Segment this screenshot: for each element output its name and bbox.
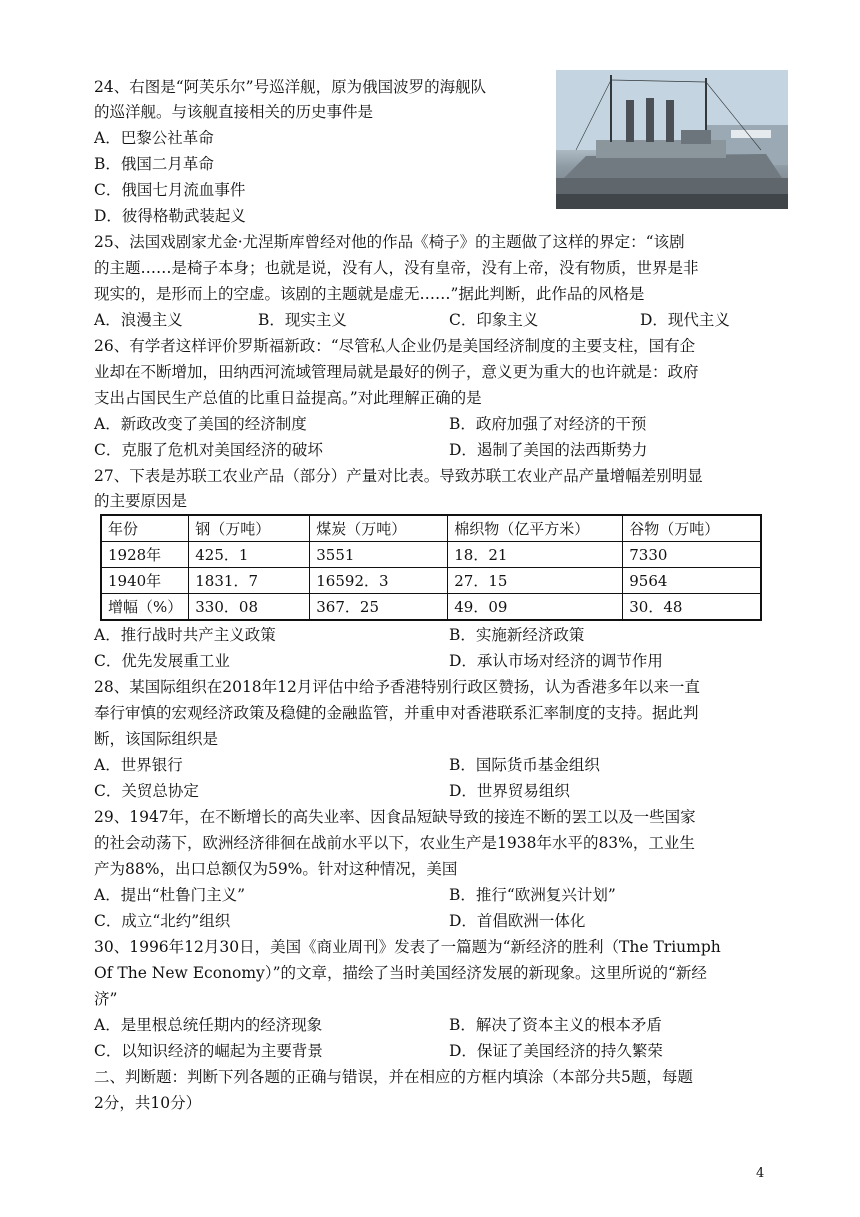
- section2-heading-line-2: 2分，共10分）: [94, 1094, 202, 1112]
- q29-option-c: C．成立“北约”组织: [94, 912, 231, 930]
- q26-option-c: C．克服了危机对美国经济的破坏: [94, 441, 323, 459]
- q29-option-d: D．首倡欧洲一体化: [449, 912, 586, 930]
- q24-option-b: B．俄国二月革命: [94, 155, 214, 173]
- table-header-cell: 棉织物（亿平方米）: [448, 515, 623, 542]
- table-cell: 16592．3: [310, 568, 448, 594]
- table-cell: 18．21: [448, 542, 623, 568]
- q25-option-c: C．印象主义: [449, 311, 539, 329]
- table-cell: 3551: [310, 542, 448, 568]
- q27-option-b: B．实施新经济政策: [449, 626, 585, 644]
- q24-option-a: A．巴黎公社革命: [94, 129, 214, 147]
- q27-stem-line-1: 27、下表是苏联工农业产品（部分）产量对比表。导致苏联工农业产品产量增幅差别明显: [94, 467, 703, 485]
- q26-stem-line-2: 业却在不断增加，田纳西河流域管理局就是最好的例子，意义更为重大的也许就是：政府: [94, 363, 699, 381]
- table-cell: 1928年: [101, 542, 189, 568]
- table-row: [101, 568, 761, 594]
- q24-stem-line-2: 的巡洋舰。与该舰直接相关的历史事件是: [94, 103, 374, 121]
- q28-option-a: A．世界银行: [94, 756, 183, 774]
- q28-option-b: B．国际货币基金组织: [449, 756, 600, 774]
- q26-option-a: A．新政改变了美国的经济制度: [94, 415, 307, 433]
- q26-stem-line-1: 26、有学者这样评价罗斯福新政：“尽管私人企业仍是美国经济制度的主要支柱，国有企: [94, 337, 696, 355]
- q29-option-b: B．推行“欧洲复兴计划”: [449, 886, 616, 904]
- table-cell: 367．25: [310, 594, 448, 621]
- table-header-cell: 钢（万吨）: [189, 515, 310, 542]
- q30-option-c: C．以知识经济的崛起为主要背景: [94, 1042, 323, 1060]
- table-row: [101, 542, 761, 568]
- q29-stem-line-3: 产为88%，出口总额仅为59%。针对这种情况，美国: [94, 860, 458, 878]
- q28-option-d: D．世界贸易组织: [449, 782, 570, 800]
- q25-option-a: A．浪漫主义: [94, 311, 183, 329]
- q30-option-a: A．是里根总统任期内的经济现象: [94, 1016, 323, 1034]
- q25-option-b: B．现实主义: [258, 311, 347, 329]
- q29-option-a: A．提出“杜鲁门主义”: [94, 886, 246, 904]
- q30-stem-line-2: Of The New Economy）”的文章，描绘了当时美国经济发展的新现象。这里所说的“新经: [94, 964, 707, 982]
- table-cell: 330．08: [189, 594, 310, 621]
- q30-stem-line-1: 30、1996年12月30日，美国《商业周刊》发表了一篇题为“新经济的胜利（The Triumph: [94, 938, 721, 956]
- q24-stem-line-1: 24、右图是“阿芙乐尔”号巡洋舰，原为俄国波罗的海舰队: [94, 78, 487, 96]
- table-header-row: [101, 515, 761, 542]
- q27-stem-line-2: 的主要原因是: [94, 492, 188, 510]
- q26-option-b: B．政府加强了对经济的干预: [449, 415, 647, 433]
- table-cell: 增幅（%）: [101, 594, 189, 621]
- table-cell: 49．09: [448, 594, 623, 621]
- q28-option-c: C．关贸总协定: [94, 782, 199, 800]
- q24-option-d: D．彼得格勒武装起义: [94, 207, 246, 225]
- q30-stem-line-3: 济”: [94, 990, 118, 1008]
- q25-stem-line-1: 25、法国戏剧家尤金·尤涅斯库曾经对他的作品《椅子》的主题做了这样的界定：“该剧: [94, 233, 685, 251]
- q29-stem-line-1: 29、1947年，在不断增长的高失业率、因食品短缺导致的接连不断的罢工以及一些国家: [94, 808, 696, 826]
- cruiser-illustration: [556, 70, 788, 209]
- table-cell: 30．48: [623, 594, 761, 621]
- q25-option-d: D．现代主义: [640, 311, 730, 329]
- table-cell: 7330: [623, 542, 761, 568]
- q28-stem-line-1: 28、某国际组织在2018年12月评估中给予香港特别行政区赞扬，认为香港多年以来一直: [94, 678, 700, 696]
- cruiser-photo: [556, 70, 788, 209]
- q28-stem-line-3: 断，该国际组织是: [94, 730, 219, 748]
- section2-heading-line-1: 二、判断题：判断下列各题的正确与错误，并在相应的方框内填涂（本部分共5题，每题: [94, 1068, 693, 1086]
- q28-stem-line-2: 奉行审慎的宏观经济政策及稳健的金融监管，并重申对香港联系汇率制度的支持。据此判: [94, 704, 699, 722]
- q25-stem-line-2: 的主题……是椅子本身；也就是说，没有人，没有皇帝，没有上帝，没有物质，世界是非: [94, 259, 699, 277]
- page-number: 4: [756, 1166, 765, 1181]
- table-cell: 1940年: [101, 568, 189, 594]
- q27-option-d: D．承认市场对经济的调节作用: [449, 652, 663, 670]
- q26-option-d: D．遏制了美国的法西斯势力: [449, 441, 648, 459]
- table-header-cell: 煤炭（万吨）: [310, 515, 448, 542]
- table-cell: 9564: [623, 568, 761, 594]
- production-table: [100, 514, 762, 621]
- q30-option-d: D．保证了美国经济的持久繁荣: [449, 1042, 663, 1060]
- table-header-cell: 年份: [101, 515, 189, 542]
- q27-option-a: A．推行战时共产主义政策: [94, 626, 276, 644]
- table-cell: 425．1: [189, 542, 310, 568]
- table-header-cell: 谷物（万吨）: [623, 515, 761, 542]
- q30-option-b: B．解决了资本主义的根本矛盾: [449, 1016, 662, 1034]
- q29-stem-line-2: 的社会动荡下，欧洲经济徘徊在战前水平以下，农业生产是1938年水平的83%，工业生: [94, 834, 695, 852]
- q27-option-c: C．优先发展重工业: [94, 652, 230, 670]
- table-row: [101, 594, 761, 621]
- q26-stem-line-3: 支出占国民生产总值的比重日益提高。”对此理解正确的是: [94, 389, 482, 407]
- table-cell: 27．15: [448, 568, 623, 594]
- q25-stem-line-3: 现实的，是形而上的空虚。该剧的主题就是虚无……”据此判断，此作品的风格是: [94, 285, 645, 303]
- table-cell: 1831．7: [189, 568, 310, 594]
- q24-option-c: C．俄国七月流血事件: [94, 181, 246, 199]
